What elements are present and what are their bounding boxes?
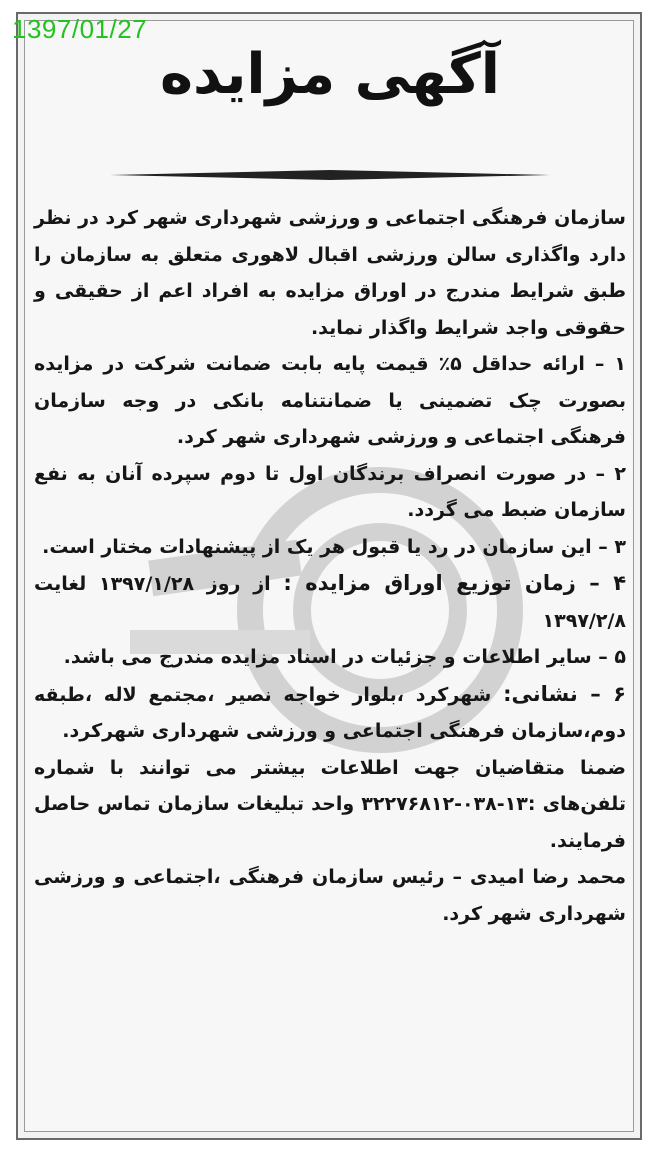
notice-item-6 [34, 676, 626, 750]
notice-title: آگهی مزایده [159, 42, 501, 107]
notice-item-2: ۲ – در صورت انصراف برندگان اول تا دوم سپرده آنان به نفع سازمان ضبط می گردد. [34, 462, 626, 521]
notice-signature: محمد رضا امیدی – رئیس سازمان فرهنگی ،اجتماعی و ورزشی شهرداری شهر کرد. [34, 866, 626, 925]
item-6-value: شهرکرد ،بلوار خواجه نصیر ،مجتمع لاله ،طبقه دوم،سازمان فرهنگی اجتماعی و ورزشی شهرداری شهرکرد. [34, 683, 626, 742]
notice-body [34, 200, 626, 932]
item-6-label: ۶ – نشانی: [503, 681, 626, 706]
notice-contact: ضمنا متقاضیان جهت اطلاعات بیشتر می توانند با شماره تلفن‌های :۱۳-۰۳۸-۳۲۲۷۶۸۱۲ واحد تبلیغات سازمان تماس حاصل فرمایند. [34, 756, 626, 852]
notice-item-4 [34, 565, 626, 639]
notice-item-5: ۵ – سایر اطلاعات و جزئیات در اسناد مزایده مندرج می باشد. [63, 646, 626, 668]
notice-item-3: ۳ – این سازمان در رد یا قبول هر یک از پیشنهادات مختار است. [42, 535, 626, 558]
title-underline [110, 170, 550, 180]
item-4-value: از روز ۱۳۹۷/۱/۲۸ لغایت ۱۳۹۷/۲/۸ [34, 573, 626, 632]
notice-item-1: ۱ – ارائه حداقل ۵٪ قیمت پایه بابت ضمانت شرکت در مزایده بصورت چک تضمینی یا ضمانتنامه بانکی در وجه سازمان فرهنگی اجتماعی و ورزشی شهرداری شهر کرد. [34, 353, 626, 448]
item-4-label: ۴ – زمان توزیع اوراق مزایده : [283, 571, 627, 595]
notice-intro: سازمان فرهنگی اجتماعی و ورزشی شهرداری شهر کرد در نظر دارد واگذاری سالن ورزشی اقبال لاهوری متعلق به سازمان را طبق شرایط مندرج در اوراق مزایده به افراد اعم از حقیقی و حقوقی واجد شرایط واگذار نماید. [34, 207, 626, 339]
date-stamp: 1397/01/27 [12, 14, 148, 44]
